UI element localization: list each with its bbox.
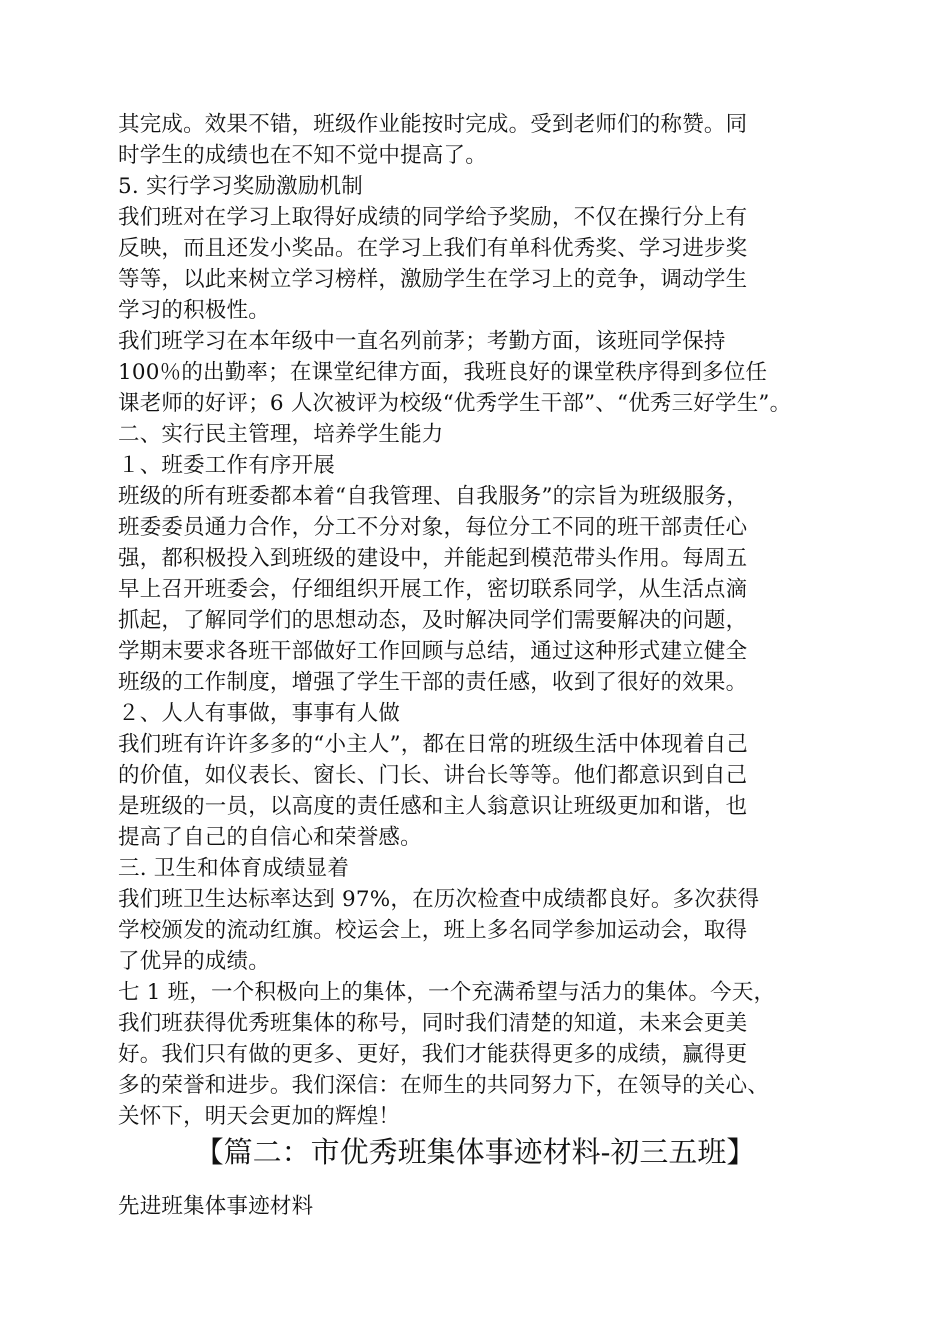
paragraph-line: 我们班对在学习上取得好成绩的同学给予奖励，不仅在操行分上有 [118,205,748,230]
paragraph-line: 强，都积极投入到班级的建设中，并能起到模范带头作用。每周五 [118,546,748,571]
paragraph-line: 时学生的成绩也在不知不觉中提高了。 [118,143,487,168]
paragraph-line: 我们班有许许多多的“小主人”，都在日常的班级生活中体现着自己 [118,732,748,757]
section-item-title: 5. 实行学习奖励激励机制 [118,174,363,199]
section-title: 二、实行民主管理，培养学生能力 [118,422,444,447]
paragraph-line: 七 1 班，一个积极向上的集体，一个充满希望与活力的集体。今天， [118,980,776,1005]
paragraph-line: 关怀下，明天会更加的辉煌！ [118,1104,401,1129]
paragraph-line: 早上召开班委会，仔细组织开展工作，密切联系同学，从生活点滴 [118,577,748,602]
paragraph-line: 其完成。效果不错，班级作业能按时完成。受到老师们的称赞。同 [118,112,748,137]
paragraph-line: 是班级的一员，以高度的责任感和主人翁意识让班级更加和谐，也 [118,794,748,819]
paragraph-line: 等等，以此来树立学习榜样，激励学生在学习上的竞争，调动学生 [118,267,748,292]
paragraph-line: 好。我们只有做的更多、更好，我们才能获得更多的成绩，赢得更 [118,1042,748,1067]
paragraph-line: 了优异的成绩。 [118,949,270,974]
paragraph-line: 的价值，如仪表长、窗长、门长、讲台长等等。他们都意识到自己 [118,763,748,788]
paragraph-line: 学校颁发的流动红旗。校运会上，班上多名同学参加运动会，取得 [118,918,748,943]
paragraph-line: 提高了自己的自信心和荣誉感。 [118,825,422,850]
section-heading: 【篇二：市优秀班集体事迹材料-初三五班】 [194,1135,756,1169]
section-title: 三. 卫生和体育成绩显着 [118,856,350,881]
paragraph-line: 班委委员通力合作，分工不分对象，每位分工不同的班干部责任心 [118,515,748,540]
paragraph-line: 我们班学习在本年级中一直名列前茅；考勤方面，该班同学保持 [118,329,726,354]
paragraph-line: 反映，而且还发小奖品。在学习上我们有单科优秀奖、学习进步奖 [118,236,748,261]
paragraph-line: 学期末要求各班干部做好工作回顾与总结，通过这种形式建立健全 [118,639,748,664]
paragraph-line: 我们班获得优秀班集体的称号，同时我们清楚的知道，未来会更美 [118,1011,748,1036]
section-item-title: ２、人人有事做，事事有人做 [118,701,401,726]
subheading: 先进班集体事迹材料 [118,1194,314,1219]
section-item-title: １、班委工作有序开展 [118,453,336,478]
paragraph-line: 班级的所有班委都本着“自我管理、自我服务”的宗旨为班级服务， [118,484,748,509]
paragraph-line: 学习的积极性。 [118,298,270,323]
paragraph-line: 抓起，了解同学们的思想动态，及时解决同学们需要解决的问题， [118,608,748,633]
paragraph-line: 我们班卫生达标率达到 97%，在历次检查中成绩都良好。多次获得 [118,887,760,912]
paragraph-line: 多的荣誉和进步。我们深信：在师生的共同努力下，在领导的关心、 [118,1073,770,1098]
paragraph-line: 课老师的好评；6 人次被评为校级“优秀学生干部”、“优秀三好学生”。 [118,391,792,416]
paragraph-line: 100％的出勤率；在课堂纪律方面，我班良好的课堂秩序得到多位任 [118,360,768,385]
paragraph-line: 班级的工作制度，增强了学生干部的责任感，收到了很好的效果。 [118,670,748,695]
